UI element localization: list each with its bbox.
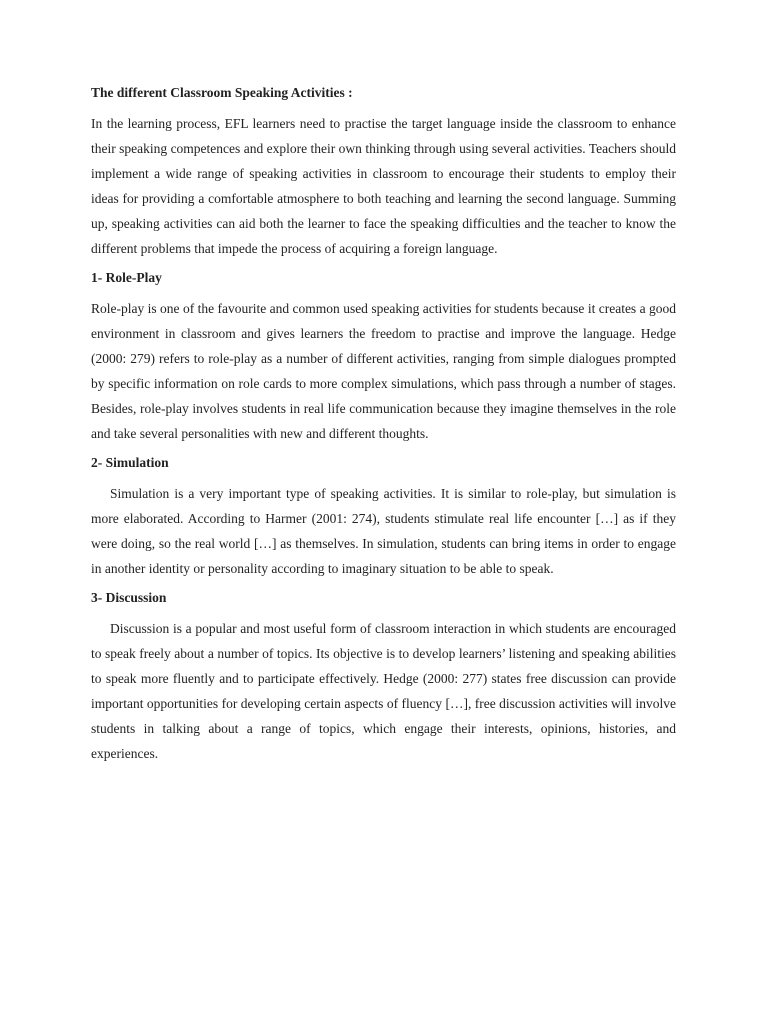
document-page xyxy=(91,83,676,773)
section-heading-simulation: 2- Simulation xyxy=(91,455,169,470)
section-paragraph-role-play: Role-play is one of the favourite and common used speaking activities for students because it creates a good environment in classroom and gives learners the freedom to practise and improve the language. Hedge (2000: 279) refers to role-play as a number of different activities, ranging from simple dialogues prompted by specific information on role cards to more complex simulations, which pass through a number of stages. Besides, role-play involves students in real life communication because they imagine themselves in the role and take several personalities with new and different thoughts. xyxy=(91,301,676,441)
section-heading-discussion: 3- Discussion xyxy=(91,590,167,605)
section-heading-role-play: 1- Role-Play xyxy=(91,270,162,285)
section-paragraph-discussion: Discussion is a popular and most useful form of classroom interaction in which students are encouraged to speak freely about a number of topics. Its objective is to develop learners’ listening and speaking abilities to speak more fluently and to participate effectively. Hedge (2000: 277) states free discussion can provide important opportunities for developing certain aspects of fluency […], free discussion activities will involve students in talking about a range of topics, which engage their interests, opinions, histories, and experiences. xyxy=(91,621,676,761)
intro-paragraph: In the learning process, EFL learners need to practise the target language inside the classroom to enhance their speaking competences and explore their own thinking through using several activities. Teachers should implement a wide range of speaking activities in classroom to encourage their students to employ their ideas for providing a comfortable atmosphere to both teaching and learning the second language. Summing up, speaking activities can aid both the learner to face the speaking difficulties and the teacher to know the different problems that impede the process of acquiring a foreign language. xyxy=(91,116,676,256)
section-paragraph-simulation: Simulation is a very important type of speaking activities. It is similar to role-play, but simulation is more elaborated. According to Harmer (2001: 274), students stimulate real life encounter […] as if they were doing, so the real world […] as themselves. In simulation, students can bring items in order to engage in another identity or personality according to imaginary situation to be able to speak. xyxy=(91,486,676,576)
document-title: The different Classroom Speaking Activities : xyxy=(91,85,353,100)
